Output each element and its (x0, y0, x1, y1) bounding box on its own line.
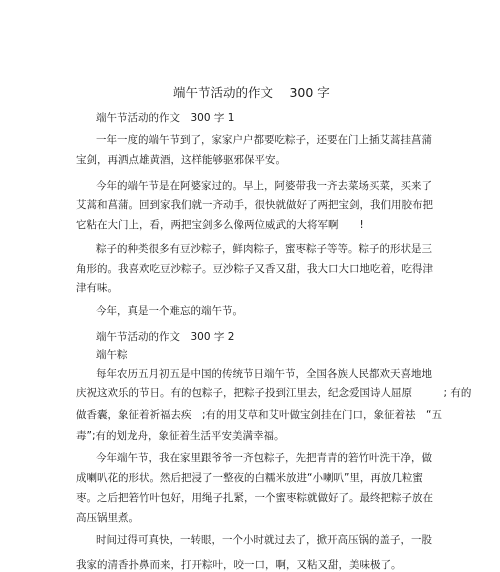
paragraph-line: 高压锅里煮。 (76, 512, 139, 524)
section-heading: 端午节活动的作文 300 字 1 (96, 112, 235, 124)
paragraph-line: 时间过得可真快，一转眼，一个小时就过去了，掀开高压锅的盖子，一股 (96, 534, 432, 546)
section-heading: 端午节活动的作文 300 字 2 (96, 331, 235, 343)
paragraph-line: 我家的清香扑鼻而来，打开粽叶，咬一口，啊，又粘又甜，美味极了。 (76, 559, 402, 571)
paragraph-line: 角形的。我喜欢吃豆沙粽子。豆沙粽子又香又甜，我大口大口地吃着，吃得津 (76, 263, 433, 275)
subtitle: 端午粽 (96, 349, 128, 361)
paragraph-line: 津有味。 (76, 282, 118, 294)
paragraph-line: 粽子的种类很多有豆沙粽子，鲜肉粽子，蜜枣粽子等等。粽子的形状是三 (96, 243, 432, 255)
paragraph-line: 它粘在大门上，看，两把宝剑多么像两位威武的大将军啊 ! (76, 219, 364, 231)
paragraph-line: 每年农历五月初五是中国的传统节日端午节，全国各族人民都欢天喜地地 (96, 368, 432, 380)
page-title: 端午节活动的作文 300 字 (173, 85, 330, 100)
paragraph-line: 今年的端午节是在阿婆家过的。早上，阿婆带我一齐去菜场买菜，买来了 (96, 180, 432, 192)
paragraph-line: 今年端午节，我在家里跟爷爷一齐包粽子，先把青青的箬竹叶洗干净，做 (96, 452, 432, 464)
paragraph-line: 成喇叭花的形状。然后把浸了一整夜的白糯米放进“小喇叭”里，再放几粒蜜 (76, 472, 423, 484)
paragraph-line: 今年，真是一个难忘的端午节。 (96, 305, 243, 317)
paragraph-line: 枣。之后把箬竹叶包好，用绳子扎紧，一个蜜枣粽就做好了。最终把粽子放在 (76, 492, 433, 504)
paragraph-line: 做香囊，象征着祈福去疾 ;有的用艾草和艾叶做宝剑挂在门口，象征着祛 “五 (76, 409, 442, 421)
paragraph-line: 宝剑，再洒点雄黄酒，这样能够驱邪保平安。 (76, 154, 286, 166)
paragraph-line: 艾蒿和菖蒲。回到家我们就一齐动手，很快就做好了两把宝剑，我们用胶布把 (76, 199, 433, 211)
paragraph-line: 毒”;有的划龙舟，象征着生活平安美满幸福。 (76, 430, 285, 442)
paragraph-line: 一年一度的端午节到了，家家户户都要吃粽子，还要在门上插艾蒿挂菖蒲 (96, 134, 432, 146)
paragraph-line: 庆祝这欢乐的节日。有的包粽子，把粽子投到江里去，纪念爱国诗人屈原 ; 有的 (76, 387, 472, 399)
